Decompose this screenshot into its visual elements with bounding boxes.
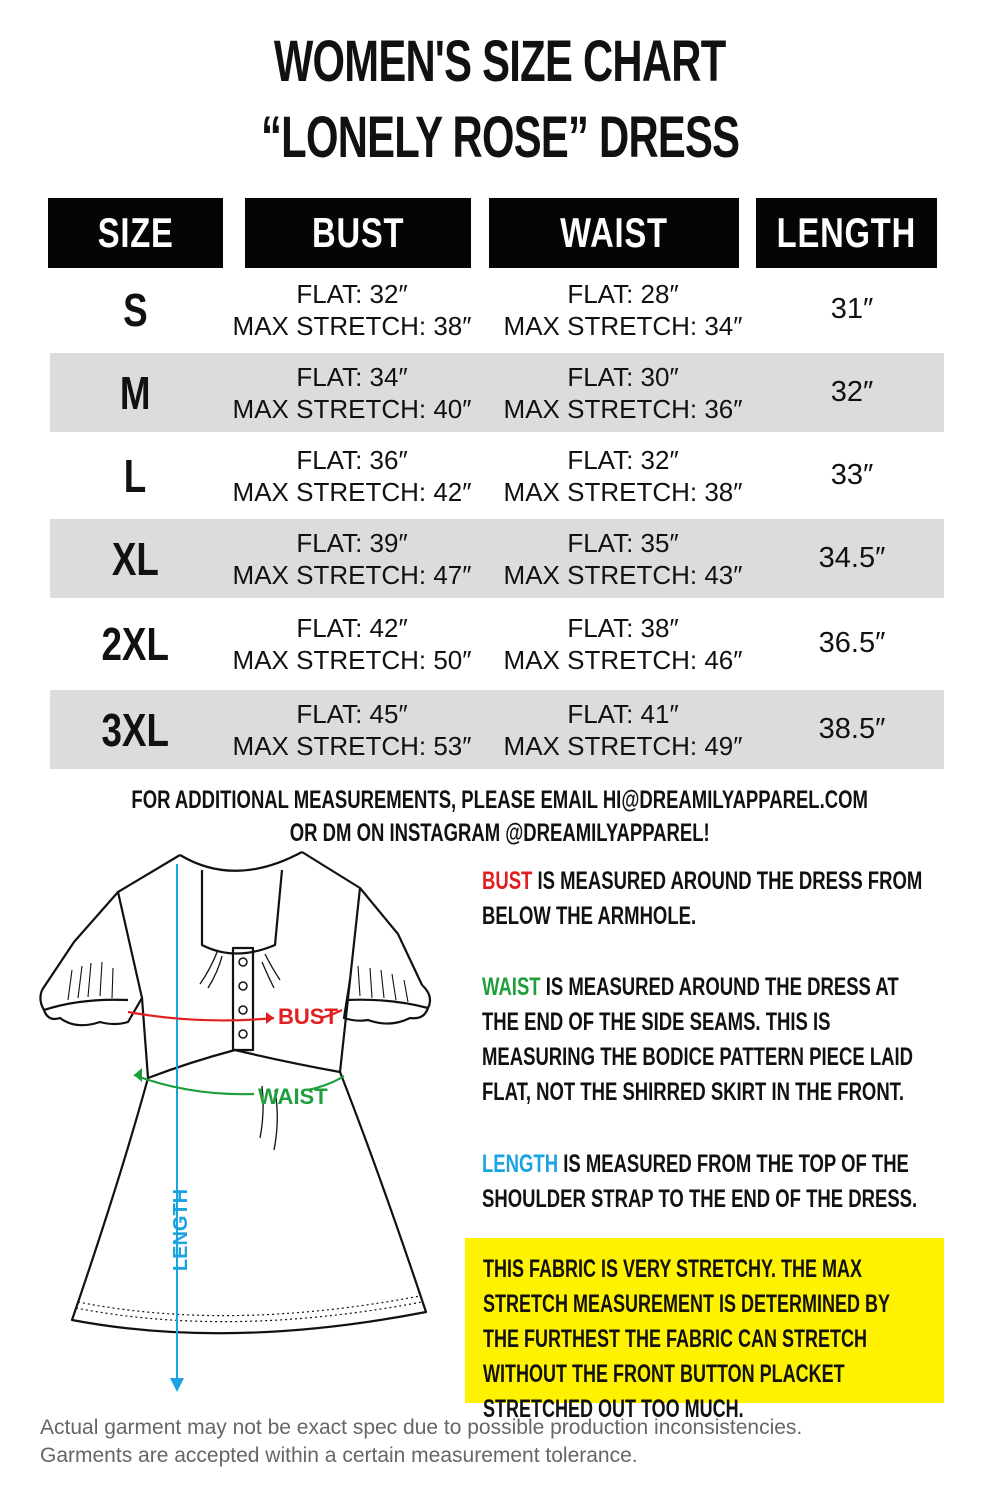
- size-label: L: [123, 449, 147, 502]
- bust-note-text: IS MEASURED AROUND THE DRESS FROM BELOW THE ARMHOLE.: [482, 867, 923, 930]
- waist-cell: FLAT: 41″ MAX STRETCH: 49″: [503, 698, 743, 761]
- size-label: 3XL: [101, 703, 169, 756]
- length-cell: 38.5″: [818, 713, 886, 745]
- table-row: [50, 436, 944, 515]
- bust-cell: FLAT: 39″ MAX STRETCH: 47″: [232, 527, 472, 590]
- header-bust: BUST: [245, 198, 471, 268]
- waist-note: [482, 970, 914, 1110]
- header-length: LENGTH: [756, 198, 937, 268]
- bust-cell: FLAT: 36″ MAX STRETCH: 42″: [232, 444, 472, 507]
- size-label: 2XL: [101, 617, 169, 670]
- length-cell: 34.5″: [818, 542, 886, 574]
- page-subtitle: “LONELY ROSE” DRESS: [260, 105, 740, 170]
- bust-note: [482, 864, 923, 934]
- table-row: [50, 270, 944, 349]
- size-label: S: [122, 283, 148, 336]
- table-row: [50, 519, 944, 598]
- waist-keyword: WAIST: [482, 973, 541, 1001]
- bust-cell: FLAT: 45″ MAX STRETCH: 53″: [232, 698, 472, 761]
- waist-label: WAIST: [258, 1084, 328, 1109]
- waist-cell: FLAT: 38″ MAX STRETCH: 46″: [503, 612, 743, 675]
- length-keyword: LENGTH: [482, 1150, 559, 1178]
- bust-cell: FLAT: 42″ MAX STRETCH: 50″: [232, 612, 472, 675]
- bust-cell: FLAT: 34″ MAX STRETCH: 40″: [232, 361, 472, 424]
- length-note-text: IS MEASURED FROM THE TOP OF THE SHOULDER STRAP TO THE END OF THE DRESS.: [482, 1150, 918, 1213]
- contact-line-email: FOR ADDITIONAL MEASUREMENTS, PLEASE EMAIL HI@DREAMILYAPPAREL.COM: [131, 786, 869, 814]
- table-row: [50, 690, 944, 769]
- waist-cell: FLAT: 35″ MAX STRETCH: 43″: [503, 527, 743, 590]
- length-cell: 31″: [830, 293, 874, 325]
- stretch-notice: THIS FABRIC IS VERY STRETCHY. THE MAX STRETCH MEASUREMENT IS DETERMINED BY THE FURTHEST THE FABRIC CAN STRETCH WITHOUT THE FRONT BUTTON PLACKET STRETCHED OUT TOO MUCH.: [483, 1255, 890, 1423]
- waist-cell: FLAT: 28″ MAX STRETCH: 34″: [503, 278, 743, 341]
- length-cell: 36.5″: [818, 627, 886, 659]
- page-title: WOMEN'S SIZE CHART: [274, 29, 726, 94]
- header-size: SIZE: [48, 198, 223, 268]
- footer-disclaimer: Actual garment may not be exact spec due to possible production inconsistencies. Garments are accepted within a certain measurement tolerance.: [40, 1416, 803, 1467]
- contact-line-instagram: OR DM ON INSTAGRAM @DREAMILYAPPAREL!: [290, 819, 710, 847]
- dress-diagram: [30, 850, 460, 1410]
- waist-cell: FLAT: 30″ MAX STRETCH: 36″: [503, 361, 743, 424]
- size-label: M: [119, 366, 151, 419]
- header-waist: WAIST: [489, 198, 739, 268]
- waist-note-text: IS MEASURED AROUND THE DRESS AT THE END OF THE SIDE SEAMS. THIS IS MEASURING THE BODICE PATTERN PIECE LAID FLAT, NOT THE SHIRRED SKIRT IN THE FRONT.: [482, 973, 914, 1106]
- size-label: XL: [111, 532, 159, 585]
- length-note: [482, 1147, 918, 1217]
- table-row: [50, 604, 944, 683]
- length-label: LENGTH: [170, 1188, 192, 1272]
- waist-cell: FLAT: 32″ MAX STRETCH: 38″: [503, 444, 743, 507]
- table-row: [50, 353, 944, 432]
- length-cell: 32″: [830, 376, 874, 408]
- bust-keyword: BUST: [482, 867, 533, 895]
- bust-cell: FLAT: 32″ MAX STRETCH: 38″: [232, 278, 472, 341]
- bust-label: BUST: [278, 1004, 338, 1029]
- length-cell: 33″: [830, 459, 874, 491]
